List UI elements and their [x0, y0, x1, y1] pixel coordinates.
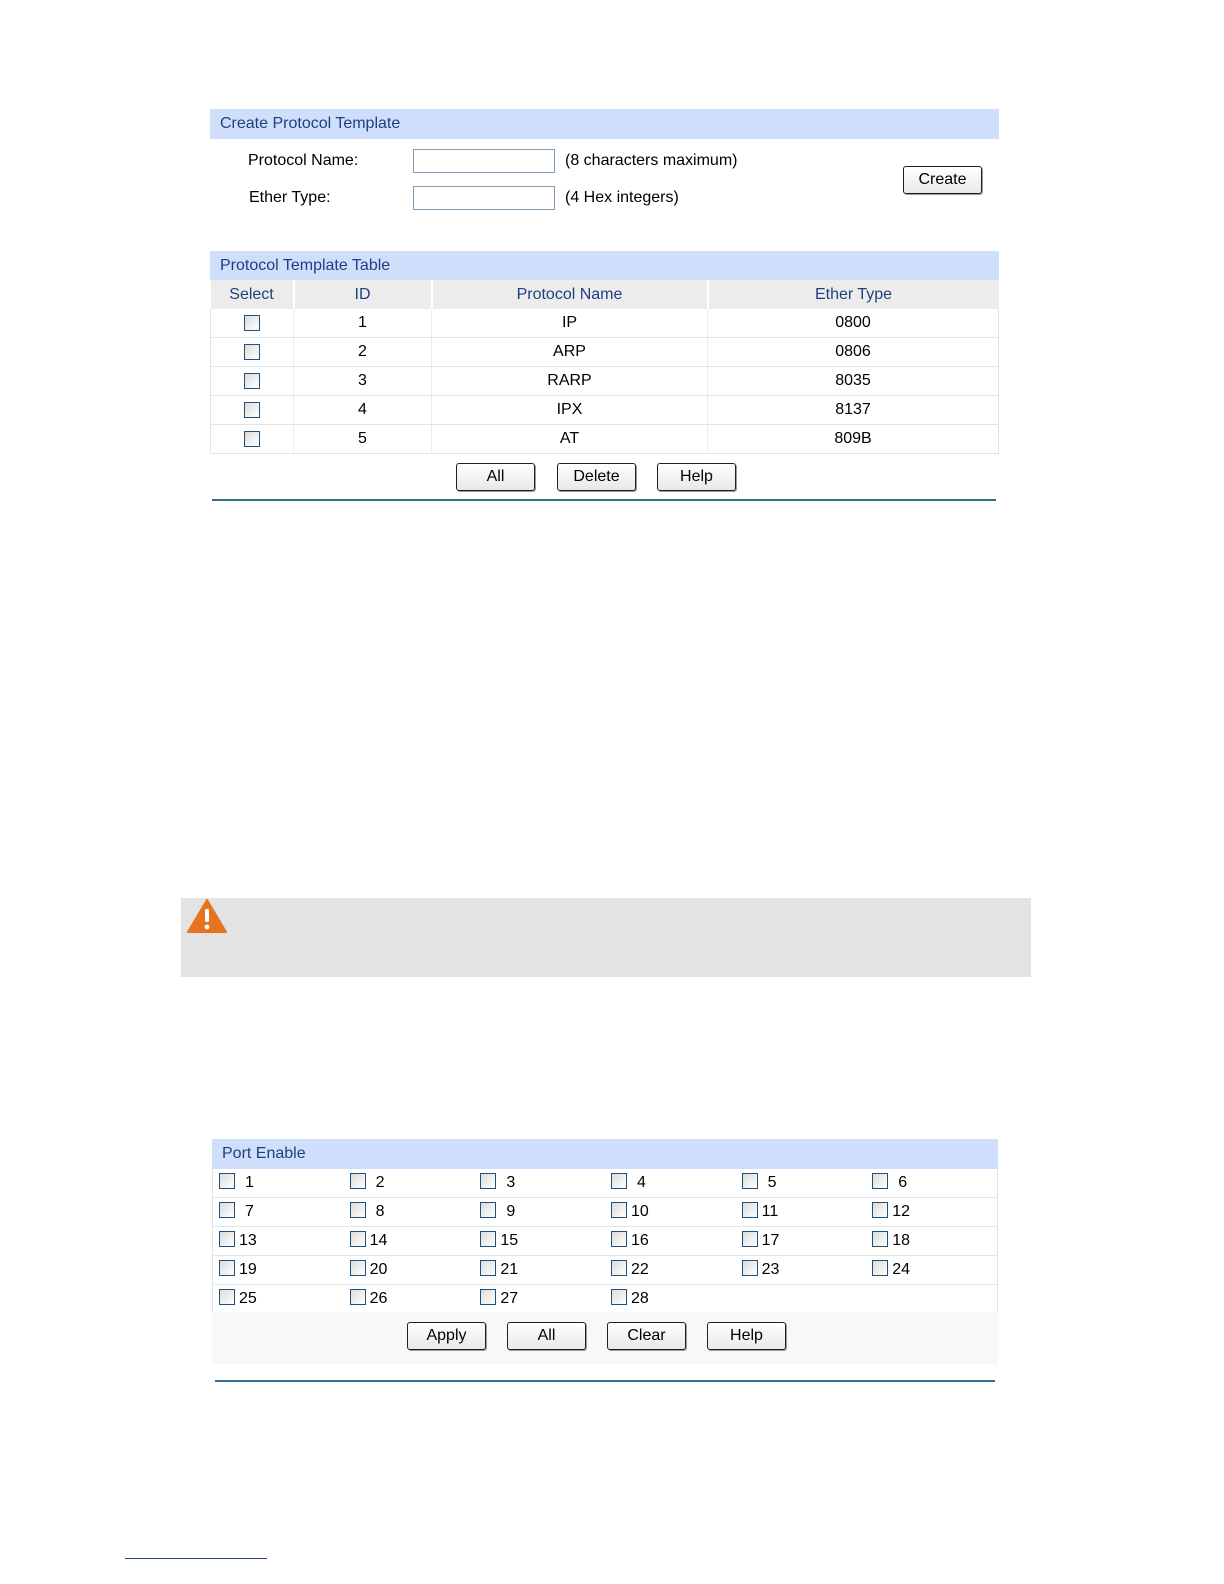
- port-number-label: 2: [375, 1173, 385, 1191]
- create-button[interactable]: Create: [903, 166, 982, 194]
- column-header-select: Select: [211, 280, 294, 309]
- protocol-name-input[interactable]: [413, 149, 555, 173]
- port-number-label: 1: [245, 1173, 254, 1191]
- port-number-label: 24: [892, 1260, 911, 1278]
- protocol-name-cell: ARP: [432, 338, 708, 367]
- port-item[interactable]: [480, 1173, 605, 1194]
- row-select-checkbox[interactable]: [244, 344, 260, 360]
- port-number-label: 28: [630, 1289, 649, 1307]
- port-checkbox[interactable]: [611, 1289, 627, 1305]
- port-buttons-background: [212, 1312, 998, 1364]
- port-item[interactable]: [219, 1289, 344, 1310]
- port-number-label: 26: [369, 1289, 388, 1307]
- port-cell: [605, 1198, 736, 1227]
- port-item[interactable]: [350, 1202, 475, 1223]
- port-number-label: 5: [767, 1173, 777, 1191]
- port-enable-header: Port Enable: [212, 1139, 998, 1169]
- table-row: [211, 425, 999, 454]
- ether-type-hint: (4 Hex integers): [565, 189, 679, 206]
- port-number-label: 18: [892, 1231, 911, 1249]
- port-number-label: 23: [761, 1260, 780, 1278]
- port-checkbox[interactable]: [480, 1289, 496, 1305]
- port-item[interactable]: [872, 1231, 997, 1252]
- table-row: [211, 309, 999, 338]
- port-cell: [474, 1227, 605, 1256]
- port-checkbox[interactable]: [350, 1260, 366, 1276]
- port-cell: [866, 1256, 997, 1285]
- port-number-label: 22: [630, 1260, 649, 1278]
- port-cell: [866, 1169, 997, 1198]
- id-cell: 5: [294, 425, 432, 454]
- ether-type-cell: 0800: [708, 309, 999, 338]
- port-number-label: 27: [500, 1289, 519, 1307]
- section-divider: [212, 499, 996, 501]
- port-item[interactable]: [350, 1260, 475, 1281]
- create-protocol-template-header: Create Protocol Template: [210, 109, 999, 139]
- port-cell: [605, 1256, 736, 1285]
- ether-type-input[interactable]: [413, 186, 555, 210]
- footer-link-underline[interactable]: [125, 1558, 267, 1559]
- port-checkbox[interactable]: [611, 1173, 627, 1189]
- port-number-label: 12: [892, 1202, 911, 1220]
- port-cell: [344, 1256, 475, 1285]
- port-checkbox[interactable]: [872, 1173, 888, 1189]
- port-item[interactable]: [350, 1173, 475, 1194]
- clear-button[interactable]: Clear: [607, 1322, 686, 1350]
- port-cell: [344, 1169, 475, 1198]
- port-number-label: 19: [239, 1260, 257, 1278]
- port-row: [213, 1256, 998, 1285]
- id-cell: 2: [294, 338, 432, 367]
- port-checkbox[interactable]: [219, 1260, 235, 1276]
- port-item[interactable]: [742, 1173, 867, 1194]
- port-checkbox[interactable]: [219, 1173, 235, 1189]
- id-cell: 4: [294, 396, 432, 425]
- port-checkbox[interactable]: [742, 1173, 758, 1189]
- port-cell: [474, 1256, 605, 1285]
- port-item[interactable]: [350, 1289, 475, 1310]
- warning-box: [181, 898, 1031, 977]
- port-item[interactable]: [611, 1289, 736, 1310]
- column-header-ether-type: Ether Type: [708, 280, 999, 309]
- port-cell: [736, 1169, 867, 1198]
- table-header-row: [211, 280, 999, 309]
- port-cell: [866, 1198, 997, 1227]
- port-item[interactable]: [872, 1202, 997, 1223]
- select-all-button[interactable]: All: [456, 463, 535, 491]
- table-row: [211, 396, 999, 425]
- select-all-ports-button[interactable]: All: [507, 1322, 586, 1350]
- port-cell: [866, 1285, 997, 1314]
- port-checkbox[interactable]: [350, 1231, 366, 1247]
- section-divider: [215, 1380, 995, 1382]
- port-checkbox[interactable]: [611, 1202, 627, 1218]
- port-number-label: 20: [369, 1260, 388, 1278]
- protocol-name-hint: (8 characters maximum): [565, 152, 738, 169]
- protocol-name-cell: IP: [432, 309, 708, 338]
- port-number-label: 8: [375, 1202, 385, 1220]
- port-item[interactable]: [219, 1173, 344, 1194]
- port-cell: [213, 1285, 344, 1314]
- port-number-label: 7: [245, 1202, 254, 1220]
- port-checkbox[interactable]: [872, 1231, 888, 1247]
- port-cell: [736, 1285, 867, 1314]
- protocol-template-table-panel: [210, 251, 999, 281]
- port-cell: [605, 1285, 736, 1314]
- port-item[interactable]: [611, 1202, 736, 1223]
- port-item[interactable]: [219, 1202, 344, 1223]
- port-number-label: 21: [500, 1260, 519, 1278]
- port-cell: [213, 1198, 344, 1227]
- protocol-name-cell: AT: [432, 425, 708, 454]
- protocol-name-cell: IPX: [432, 396, 708, 425]
- ether-type-cell: 809B: [708, 425, 999, 454]
- port-number-label: 3: [506, 1173, 516, 1191]
- port-item[interactable]: [219, 1260, 344, 1281]
- port-number-label: 13: [239, 1231, 257, 1249]
- port-enable-table: [212, 1169, 998, 1314]
- port-checkbox[interactable]: [611, 1260, 627, 1276]
- protocol-template-table: [210, 280, 999, 454]
- port-item[interactable]: [872, 1260, 997, 1281]
- port-item[interactable]: [611, 1173, 736, 1194]
- ether-type-cell: 0806: [708, 338, 999, 367]
- id-cell: 3: [294, 367, 432, 396]
- port-checkbox[interactable]: [872, 1260, 888, 1276]
- port-cell: [605, 1227, 736, 1256]
- port-cell: [474, 1285, 605, 1314]
- ether-type-cell: 8137: [708, 396, 999, 425]
- port-item[interactable]: [742, 1231, 867, 1252]
- select-cell: [211, 425, 294, 454]
- row-select-checkbox[interactable]: [244, 431, 260, 447]
- warning-icon: [186, 898, 228, 934]
- port-checkbox[interactable]: [742, 1260, 758, 1276]
- port-row: [213, 1198, 998, 1227]
- row-select-checkbox[interactable]: [244, 315, 260, 331]
- apply-button[interactable]: Apply: [407, 1322, 486, 1350]
- port-cell: [866, 1227, 997, 1256]
- port-number-label: 10: [630, 1202, 649, 1220]
- port-enable-panel: [212, 1139, 998, 1169]
- delete-button[interactable]: Delete: [557, 463, 636, 491]
- port-number-label: 15: [500, 1231, 519, 1249]
- port-item[interactable]: [480, 1289, 605, 1310]
- port-cell: [344, 1227, 475, 1256]
- port-cell: [213, 1227, 344, 1256]
- port-checkbox[interactable]: [350, 1289, 366, 1305]
- port-item[interactable]: [742, 1260, 867, 1281]
- port-cell: [474, 1169, 605, 1198]
- port-item[interactable]: [742, 1202, 867, 1223]
- port-row: [213, 1285, 998, 1314]
- port-checkbox[interactable]: [480, 1231, 496, 1247]
- port-cell: [736, 1198, 867, 1227]
- port-checkbox[interactable]: [480, 1202, 496, 1218]
- port-checkbox[interactable]: [219, 1289, 235, 1305]
- port-item[interactable]: [480, 1202, 605, 1223]
- port-help-button[interactable]: Help: [707, 1322, 786, 1350]
- port-item[interactable]: [611, 1260, 736, 1281]
- select-cell: [211, 396, 294, 425]
- port-checkbox[interactable]: [480, 1173, 496, 1189]
- port-cell: [344, 1198, 475, 1227]
- port-checkbox[interactable]: [219, 1202, 235, 1218]
- help-button[interactable]: Help: [657, 463, 736, 491]
- select-cell: [211, 367, 294, 396]
- ether-type-cell: 8035: [708, 367, 999, 396]
- port-item[interactable]: [480, 1231, 605, 1252]
- port-checkbox[interactable]: [350, 1202, 366, 1218]
- port-number-label: 6: [898, 1173, 908, 1191]
- id-cell: 1: [294, 309, 432, 338]
- port-checkbox[interactable]: [350, 1173, 366, 1189]
- port-item[interactable]: [611, 1231, 736, 1252]
- port-item[interactable]: [480, 1260, 605, 1281]
- port-number-label: 17: [761, 1231, 780, 1249]
- table-row: [211, 338, 999, 367]
- port-checkbox[interactable]: [872, 1202, 888, 1218]
- port-number-label: 16: [630, 1231, 649, 1249]
- port-checkbox[interactable]: [742, 1202, 758, 1218]
- port-cell: [736, 1256, 867, 1285]
- port-cell: [213, 1256, 344, 1285]
- port-item[interactable]: [219, 1231, 344, 1252]
- port-number-label: 9: [506, 1202, 516, 1220]
- protocol-name-label: Protocol Name:: [248, 152, 359, 169]
- port-row: [213, 1169, 998, 1198]
- port-number-label: 25: [239, 1289, 257, 1307]
- port-item[interactable]: [872, 1173, 997, 1194]
- select-cell: [211, 338, 294, 367]
- port-cell: [605, 1169, 736, 1198]
- port-number-label: 11: [761, 1202, 779, 1220]
- port-cell: [213, 1169, 344, 1198]
- protocol-name-cell: RARP: [432, 367, 708, 396]
- port-number-label: 4: [636, 1173, 646, 1191]
- port-row: [213, 1227, 998, 1256]
- port-checkbox[interactable]: [480, 1260, 496, 1276]
- column-header-id: ID: [294, 280, 432, 309]
- column-header-protocol-name: Protocol Name: [432, 280, 708, 309]
- port-checkbox[interactable]: [219, 1231, 235, 1247]
- select-cell: [211, 309, 294, 338]
- protocol-template-table-header: Protocol Template Table: [210, 251, 999, 281]
- table-row: [211, 367, 999, 396]
- port-number-label: 14: [369, 1231, 388, 1249]
- port-checkbox[interactable]: [742, 1231, 758, 1247]
- port-cell: [474, 1198, 605, 1227]
- port-checkbox[interactable]: [611, 1231, 627, 1247]
- port-cell: [736, 1227, 867, 1256]
- row-select-checkbox[interactable]: [244, 402, 260, 418]
- port-item[interactable]: [350, 1231, 475, 1252]
- ether-type-label: Ether Type:: [249, 189, 331, 206]
- port-cell: [344, 1285, 475, 1314]
- row-select-checkbox[interactable]: [244, 373, 260, 389]
